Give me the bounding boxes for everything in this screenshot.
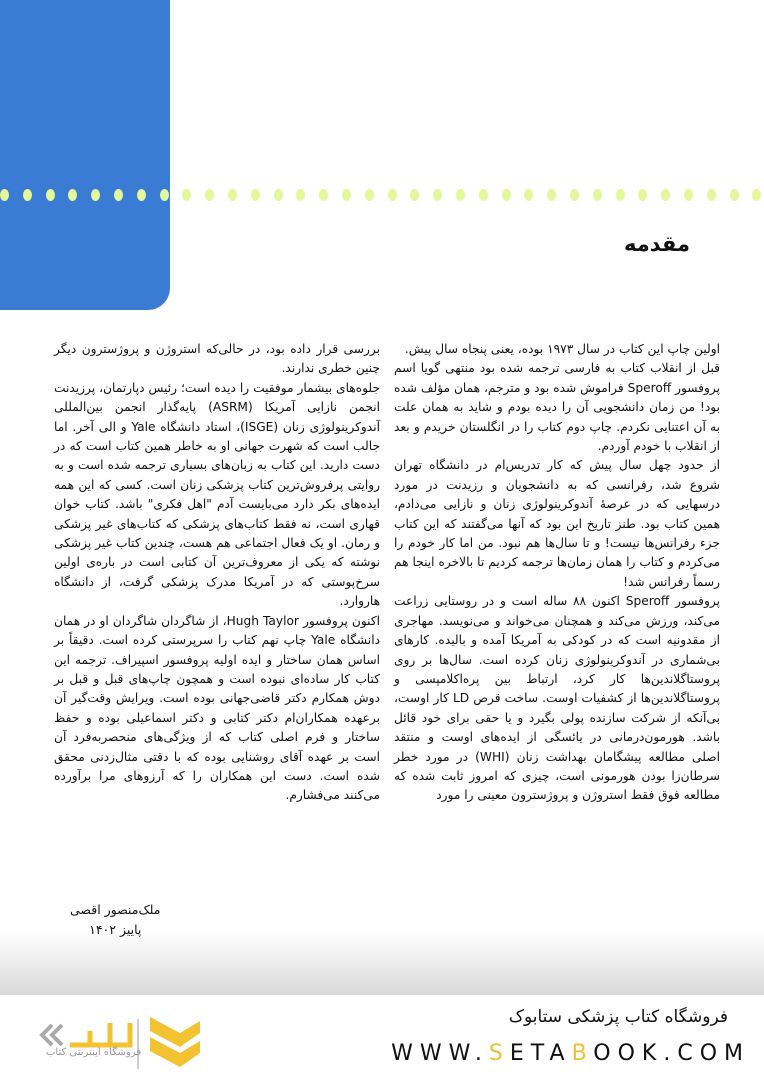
signature bbox=[70, 900, 161, 940]
page-title: مقدمه bbox=[624, 232, 690, 256]
paragraph: اولین چاپ این کتاب در سال ۱۹۷۳ بوده، یعنی پنجاه سال پیش. bbox=[404, 342, 720, 356]
dot bbox=[547, 189, 556, 201]
dot bbox=[752, 189, 761, 201]
decorative-blue-panel bbox=[0, 0, 170, 310]
url-part: WWW. bbox=[391, 1041, 489, 1066]
dot bbox=[182, 189, 191, 201]
dot bbox=[228, 189, 237, 201]
dot bbox=[638, 189, 647, 201]
paragraph: قبل از انقلاب کتاب به فارسی ترجمه شده بود منتهی گویا اسم پروفسور Speroff فراموش شده بود و مترجم، همان مؤلف شده بود! من زمان دانشجویی آن را دیده بودم و شاید به همان علت به آن اعتنایی نکردم. چاپ دوم کتاب را در انگلستان خریدم و بعد از انقلاب با خودم آوردم. bbox=[394, 361, 721, 454]
text-column-right bbox=[394, 340, 720, 806]
dot bbox=[137, 189, 146, 201]
dot bbox=[388, 189, 397, 201]
paragraph: اکنون پروفسور Hugh Taylor، از شاگردان شاگردان او در همان دانشگاه Yale چاپ نهم کتاب را سرپرستی کرده است. دقیقاً بر اساس همان ساختار و ایده اولیه پروفسور اسپیراف. ترجمه این کتاب کار ساده‌ای نبوده است و همچون چاپ‌های قبل و قبل بر دوش همکارم دکتر قاضی‌جهانی بوده است. ویرایش وقت‌گیر آن برعهده همکاران‌ام دکتر کتابی و دکتر اسماعیلی بوده و حفظ ساختار و فرم اصلی کتاب که از ویژگی‌های منحصربه‌فرد آن است بر عهده آقای روشنایی بوده که با دقتی مثال‌زدنی محقق شده است. دست این همکاران را که آرزوهای مرا برآورده می‌کنند می‌فشارم. bbox=[54, 613, 381, 803]
url-part: ETA bbox=[509, 1041, 572, 1066]
dot bbox=[524, 189, 533, 201]
dot bbox=[296, 189, 305, 201]
url-part: B bbox=[571, 1041, 594, 1066]
dot bbox=[616, 189, 625, 201]
author-name: ملک‌منصور اقصی bbox=[70, 902, 161, 917]
dot bbox=[160, 189, 169, 201]
paragraph: از حدود چهل سال پیش که کار تدریس‌ام در دانشگاه تهران شروع شد، رفرانسی که به دانشجویان و رزیدنت در مورد درسهایی که در عرصهٔ آندوکرینولوژی زنان و نازایی می‌دادم، همین کتاب بود. طنز تاریخ این بود که آنها می‌گفتند که این کتاب جزء رفرانس‌ها نیست! و تا سال‌ها هم نبود. من اما کار خودم را می‌کردم و کتاب را همان زمان‌ها ترجمه کردیم تا بالاخره اینجا هم رسماً رفرانس شد! bbox=[394, 458, 720, 589]
paragraph: بررسی قرار داده بود، در حالی‌که استروژن و پروژسترون دیگر چنین خطری ندارند. bbox=[54, 342, 380, 376]
dot bbox=[23, 189, 32, 201]
dot bbox=[274, 189, 283, 201]
dot bbox=[114, 189, 123, 201]
dot bbox=[502, 189, 511, 201]
dot bbox=[0, 189, 9, 201]
store-name: فروشگاه کتاب پزشکی ستابوک bbox=[508, 1007, 728, 1027]
dotted-divider bbox=[0, 189, 764, 203]
dot bbox=[205, 189, 214, 201]
paragraph: پروفسور Speroff اکنون ۸۸ ساله است و در روستایی زراعت می‌کند، ورزش می‌کند و همچنان می‌خواند و می‌نویسد. مهاجری از مقدونیه است که در کودکی به آمریکا آمده و بالیده. کارهای بی‌شماری در آندوکرینولوژی زنان کرده است. سال‌ها بر روی پروستاگلاندین‌ها کار کرد، ارتباط بین پره‌اکلامپسی و پروستاگلاندین‌ها از کشفیات اوست. ساخت قرص LD کار اوست، بی‌آنکه از شرکت سازنده پولی بگیرد و یا حقی برای خود قائل باشد. هورمون‌درمانی در یائسگی از ایده‌های اوست و منتقد اصلی مطالعه پیشگامان بهداشت زنان (WHI) در مورد خطر سرطان‌زا بودن هورمونی است، چیزی که امروز ثابت شده که مطالعه فوق فقط استروژن و پروژسترون معینی را مورد bbox=[394, 594, 720, 803]
dot bbox=[410, 189, 419, 201]
dot bbox=[570, 189, 579, 201]
dot bbox=[68, 189, 77, 201]
dot bbox=[479, 189, 488, 201]
dot bbox=[661, 189, 670, 201]
dot bbox=[593, 189, 602, 201]
dot bbox=[91, 189, 100, 201]
paragraph: جلوه‌های بیشمار موفقیت را دیده است؛ رئیس دپارتمان، پرزیدنت انجمن نازایی آمریکا (ASRM) پایه‌گذار انجمن بین‌المللی آندوکرینولوژی زنان (ISGE)، استاد دانشگاه Yale و الی آخر. اما جالب است که شهرت جهانی او به خاطر همین کتاب است که در دست دارید. این کتاب به زبان‌های بسیاری ترجمه شده است و به روایتی پرفروش‌ترین کتاب پزشکی زنان است. کسی که این همه ایده‌های بکر دارد می‌بایست آدم "اهل فکری" باشد. کتاب خوان قهاری است، نه فقط کتاب‌های پزشکی که کتاب‌های غیر پزشکی و رمان. او یک فعال اجتماعی هم هست، چندین کتاب غیر پزشکی نوشته که یکی از معروف‌ترین آن کتابی است در باره‌ی اولین سرخ‌پوستی که در آمریکا مدرک پزشکی گرفت، از دانشگاه هاروارد. bbox=[54, 380, 380, 609]
dot bbox=[365, 189, 374, 201]
logo-tagline: فروشگاه اینترنتی کتاب bbox=[46, 1047, 142, 1058]
dot bbox=[46, 189, 55, 201]
signature-date: پاییز ۱۴۰۲ bbox=[89, 922, 142, 937]
dot bbox=[730, 189, 739, 201]
dot bbox=[433, 189, 442, 201]
footer-banner bbox=[0, 995, 764, 1079]
store-url[interactable] bbox=[391, 1041, 750, 1066]
dot bbox=[251, 189, 260, 201]
url-part: OOK.COM bbox=[593, 1041, 750, 1066]
dot bbox=[707, 189, 716, 201]
dot bbox=[342, 189, 351, 201]
dot bbox=[456, 189, 465, 201]
dot bbox=[319, 189, 328, 201]
text-column-left bbox=[54, 340, 380, 806]
url-part: S bbox=[488, 1041, 510, 1066]
setabook-logo-icon bbox=[30, 1007, 200, 1077]
dot bbox=[684, 189, 693, 201]
